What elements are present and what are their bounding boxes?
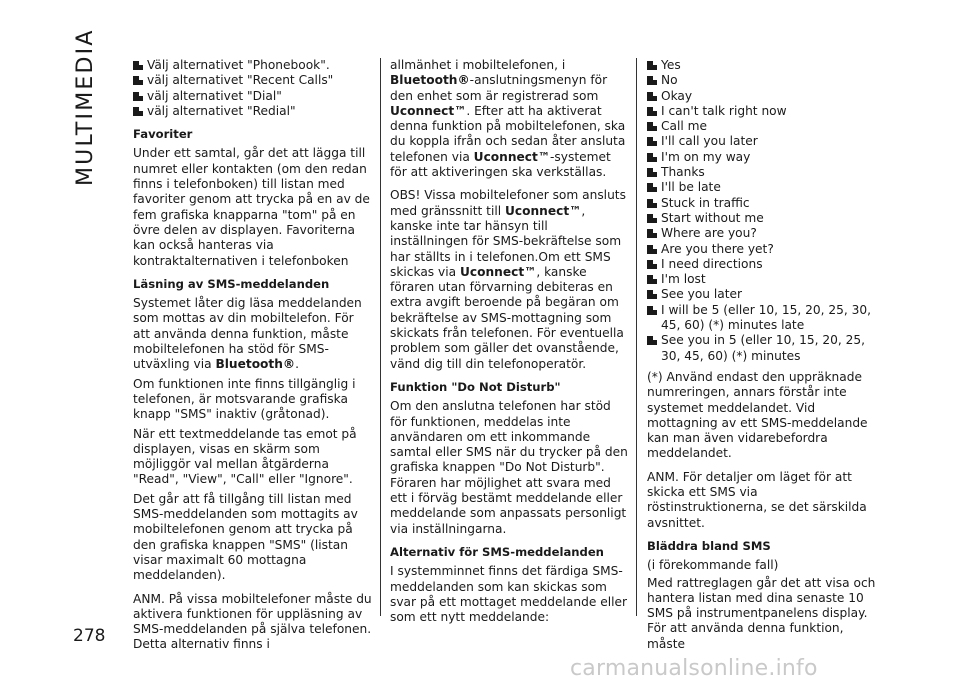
list-item	[647, 150, 879, 165]
section-side-title: MULTIMEDIA	[73, 28, 98, 186]
column-divider-2	[636, 58, 637, 616]
bullet-list	[133, 58, 373, 119]
bullet-icon	[647, 76, 658, 85]
bullet-icon	[647, 290, 658, 299]
list-item-text: Start without me	[661, 210, 764, 225]
paragraph: Om funktionen inte finns tillgänglig i telefonen, är motsvarande grafiska knapp "SMS" inaktiv (gråtonad).	[133, 376, 356, 422]
paragraph: När ett textmeddelande tas emot på displayen, visas en skärm som möjliggör val mellan åtgärderna "Read", "View", "Call" eller "Ignore".	[133, 426, 357, 487]
list-item-text: I'll call you later	[661, 134, 758, 149]
paragraph: Det går att få tillgång till listan med SMS-meddelanden som mottagits av mobiltelefonen genom att trycka på den grafiska knappen "SMS" (listan visar maximalt 60 mottagna meddelanden).	[133, 491, 358, 583]
list-item-text: Stuck in traffic	[661, 195, 750, 210]
column-2	[390, 58, 628, 633]
bullet-icon	[133, 61, 144, 70]
paragraph: Systemet låter dig läsa meddelanden som mottas av din mobiltelefon. För att använda denna funktion, måste mobiltelefonen ha stöd för SMS-utväxling via Bluetooth®.	[133, 296, 362, 372]
bullet-icon	[647, 107, 658, 116]
paragraph: Om den anslutna telefonen har stöd för funktionen, meddelas inte användaren om ett inkommande samtal eller SMS när du trycker på den grafiska knappen "Do Not Disturb". Föraren har möjlighet att svara med ett i förväg bestämt meddelande eller meddelande som anpassats personligt via inställningarna.	[390, 399, 628, 536]
list-item-text: I need directions	[661, 256, 763, 271]
column-3	[647, 58, 879, 660]
bullet-icon	[647, 153, 658, 162]
list-item-text: I will be 5 (eller 10, 15, 20, 25, 30, 45, 60) (*) minutes late	[661, 302, 872, 333]
list-item	[647, 196, 879, 211]
list-item-text: Call me	[661, 119, 707, 134]
list-item-text: Thanks	[661, 165, 705, 180]
column-1	[133, 58, 373, 661]
list-item-text: No	[661, 73, 678, 88]
bullet-icon	[133, 76, 144, 85]
list-item	[647, 242, 879, 257]
page-number: 278	[73, 626, 106, 646]
column-divider-1	[380, 58, 381, 616]
list-item-text: See you later	[661, 287, 743, 302]
heading-sms-options: Alternativ för SMS-meddelanden	[390, 544, 604, 559]
bullet-icon	[647, 229, 658, 238]
list-item	[647, 73, 879, 88]
list-item-text: Okay	[661, 88, 693, 103]
list-item-text: Are you there yet?	[661, 241, 774, 256]
list-item-text: I'm lost	[661, 272, 706, 287]
heading-browse-sms: Bläddra bland SMS	[647, 538, 771, 553]
paragraph: (i förekommande fall)	[647, 558, 779, 573]
bullet-icon	[647, 275, 658, 284]
list-item	[647, 303, 879, 334]
paragraph-note: ANM. För detaljer om läget för att skicka ett SMS via röstinstruktionerna, se det särskilda avsnittet.	[647, 469, 867, 530]
heading-sms-reading: Läsning av SMS-meddelanden	[133, 276, 330, 291]
heading-do-not-disturb: Funktion "Do Not Disturb"	[390, 379, 561, 394]
list-item	[647, 287, 879, 302]
bullet-icon	[647, 61, 658, 70]
list-item	[647, 257, 879, 272]
bullet-icon	[647, 260, 658, 269]
paragraph: I systemminnet finns det färdiga SMS-meddelanden som kan skickas som svar på ett mottaget meddelande eller som ett nytt meddelande:	[390, 564, 627, 625]
list-item-text: välj alternativet "Recent Calls"	[147, 73, 334, 88]
bullet-icon	[647, 122, 658, 131]
list-item-text: Where are you?	[661, 226, 757, 241]
list-item-text: I can't talk right now	[661, 103, 787, 118]
list-item	[647, 272, 879, 287]
list-item-text: välj alternativet "Dial"	[147, 88, 282, 103]
bullet-icon	[647, 168, 658, 177]
bullet-icon	[647, 245, 658, 254]
list-item-text: I'll be late	[661, 180, 721, 195]
bullet-icon	[647, 183, 658, 192]
list-item	[647, 119, 879, 134]
paragraph: Med rattreglagen går det att visa och hantera listan med dina senaste 10 SMS på instrumentpanelens display. För att använda denna funktion, måste	[647, 575, 876, 651]
bullet-icon	[647, 92, 658, 101]
bullet-icon	[647, 306, 658, 315]
paragraph-note: OBS! Vissa mobiltelefoner som ansluts med gränssnitt till Uconnect™, kanske inte tar hänsyn till inställningen för SMS-bekräftelse som har ställts in i telefonen.Om ett SMS skickas via Uconnect™, kanske föraren utan förvarning debiteras en extra avgift beroende på begäran om bekräftelse av SMS-mottagning som skickats från telefonen. För eventuella problem som gäller det ovanstående, vänd dig till din telefonoperatör.	[390, 188, 626, 371]
bullet-icon	[647, 137, 658, 146]
list-item	[133, 104, 373, 119]
list-item	[647, 89, 879, 104]
list-item-text: Välj alternativet "Phonebook".	[147, 58, 330, 72]
list-item	[647, 226, 879, 241]
list-item	[133, 58, 373, 73]
list-item	[647, 134, 879, 149]
list-item-text: See you in 5 (eller 10, 15, 20, 25, 30, 45, 60) (*) minutes	[661, 333, 866, 363]
list-item	[647, 165, 879, 180]
bullet-icon	[647, 199, 658, 208]
list-item	[647, 58, 879, 73]
paragraph: Under ett samtal, går det att lägga till numret eller kontakten (om den redan finns i telefonboken) till listan med favoriter genom att trycka på en av de fem grafiska knapparna "tom" på en övre delen av displayen. Favoriterna kan också hanteras via kontraktalternativen i telefonboken	[133, 146, 370, 268]
heading-favoriter: Favoriter	[133, 127, 193, 142]
list-item	[133, 73, 373, 88]
list-item-text: välj alternativet "Redial"	[147, 103, 296, 118]
bullet-icon	[133, 92, 144, 101]
bullet-icon	[647, 214, 658, 223]
list-item-text: I'm on my way	[661, 149, 751, 164]
list-item	[647, 333, 879, 364]
watermark: carmanualsonline.info	[570, 656, 818, 681]
reply-list	[647, 58, 879, 364]
paragraph: (*) Använd endast den uppräknade numreringen, annars förstår inte systemet meddelandet. Vid mottagning av ett SMS-meddelande kan man även vidarebefordra meddelandet.	[647, 369, 868, 461]
bullet-icon	[647, 336, 658, 345]
list-item-text: Yes	[661, 58, 681, 72]
list-item	[647, 180, 879, 195]
list-item	[647, 104, 879, 119]
bullet-icon	[133, 107, 144, 116]
list-item	[647, 211, 879, 226]
list-item	[133, 89, 373, 104]
paragraph: allmänhet i mobiltelefonen, i Bluetooth®-anslutningsmenyn för den enhet som är registrerad som Uconnect™. Efter att ha aktiverat denna funktion på mobiltelefonen, ska du koppla ifrån och sedan åter ansluta telefonen via Uconnect™-systemet för att aktiveringen ska verkställas.	[390, 58, 626, 180]
paragraph-note: ANM. På vissa mobiltelefoner måste du aktivera funktionen för uppläsning av SMS-meddelanden på själva telefonen. Detta alternativ finns i	[133, 591, 372, 652]
